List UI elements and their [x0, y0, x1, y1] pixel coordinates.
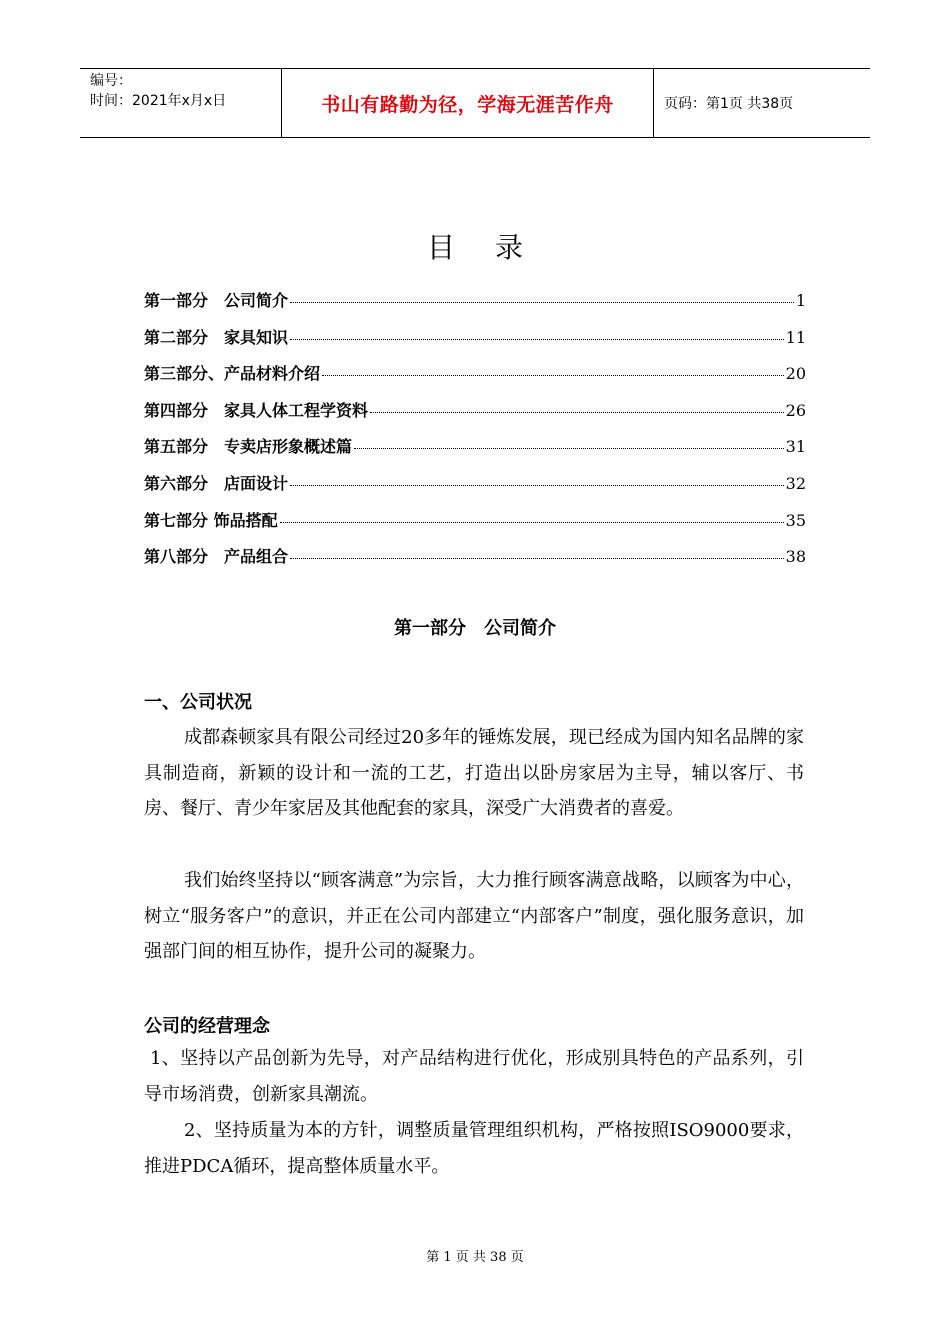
toc-entry-label: 第七部分 饰品搭配 [144, 510, 278, 530]
toc-leader-dots [290, 302, 794, 303]
paragraph-philosophy-1: 1、坚持以产品创新为先导，对产品结构进行优化，形成别具特色的产品系列，引导市场消费，创新家具潮流。 [144, 1048, 804, 1105]
header-meta [80, 69, 282, 137]
toc-entry-page: 31 [785, 437, 806, 457]
toc-leader-dots [370, 412, 784, 413]
toc-entry-label: 第三部分、产品材料介绍 [144, 364, 321, 384]
document-header [80, 68, 870, 138]
toc-entry-page: 26 [785, 400, 806, 420]
toc-leader-dots [290, 558, 784, 559]
toc-entry[interactable] [144, 288, 806, 325]
document-number-label: 编号： [90, 73, 132, 89]
toc-entry-label: 第一部分 公司简介 [144, 291, 289, 310]
toc-entry[interactable] [144, 398, 806, 435]
toc-entry[interactable] [144, 544, 806, 581]
header-motto: 书山有路勤为径，学海无涯苦作舟 [282, 69, 654, 137]
toc-entry[interactable] [144, 508, 806, 545]
toc-title: 目录 [426, 231, 563, 264]
toc-leader-dots [290, 485, 784, 486]
page-footer: 第 1 页 共 38 页 [426, 1250, 524, 1265]
toc-entry[interactable] [144, 325, 806, 362]
toc-entry-page: 38 [785, 547, 806, 567]
toc-entry[interactable] [144, 434, 806, 471]
document-time: 时间：2021年x月x日 [90, 93, 227, 109]
toc-entry[interactable] [144, 471, 806, 508]
toc-entry-page: 20 [785, 364, 806, 384]
table-of-contents [144, 288, 806, 581]
paragraph-customer-satisfaction: 我们始终坚持以“顾客满意”为宗旨，大力推行顾客满意战略，以顾客为中心，树立“服务客户”的意识，并正在公司内部建立“内部客户”制度，强化服务意识，加强部门间的相互协作，提升公司的凝聚力。 [144, 870, 804, 963]
toc-leader-dots [280, 522, 784, 523]
section-title: 第一部分 公司简介 [394, 618, 556, 639]
toc-leader-dots [322, 375, 784, 376]
toc-entry-label: 第二部分 家具知识 [144, 327, 289, 347]
toc-entry-page: 32 [785, 473, 806, 493]
toc-entry-label: 第五部分 专卖店形象概述篇 [144, 437, 353, 457]
toc-leader-dots [290, 339, 784, 340]
toc-entry-label: 第六部分 店面设计 [144, 473, 289, 493]
toc-entry-label: 第四部分 家具人体工程学资料 [144, 400, 369, 420]
header-page-info: 页码：第1页 共38页 [664, 96, 794, 112]
toc-entry-label: 第八部分 产品组合 [144, 547, 289, 567]
toc-entry-page: 11 [785, 327, 806, 347]
paragraph-company-intro: 成都森顿家具有限公司经过20多年的锤炼发展，现已经成为国内知名品牌的家具制造商，新颖的设计和一流的工艺，打造出以卧房家居为主导，辅以客厅、书房、餐厅、青少年家居及其他配套的家具，深受广大消费者的喜爱。 [144, 727, 804, 820]
toc-entry-page: 35 [785, 510, 806, 530]
toc-leader-dots [354, 448, 784, 449]
toc-entry[interactable] [144, 361, 806, 398]
toc-entry-page: 1 [795, 291, 806, 310]
subsection-heading-company-status: 一、公司状况 [144, 692, 252, 713]
paragraph-philosophy-2: 2、坚持质量为本的方针，调整质量管理组织机构，严格按照ISO9000要求，推进PDCA循环，提高整体质量水平。 [144, 1120, 804, 1177]
subsection-heading-business-philosophy: 公司的经营理念 [144, 1016, 270, 1037]
